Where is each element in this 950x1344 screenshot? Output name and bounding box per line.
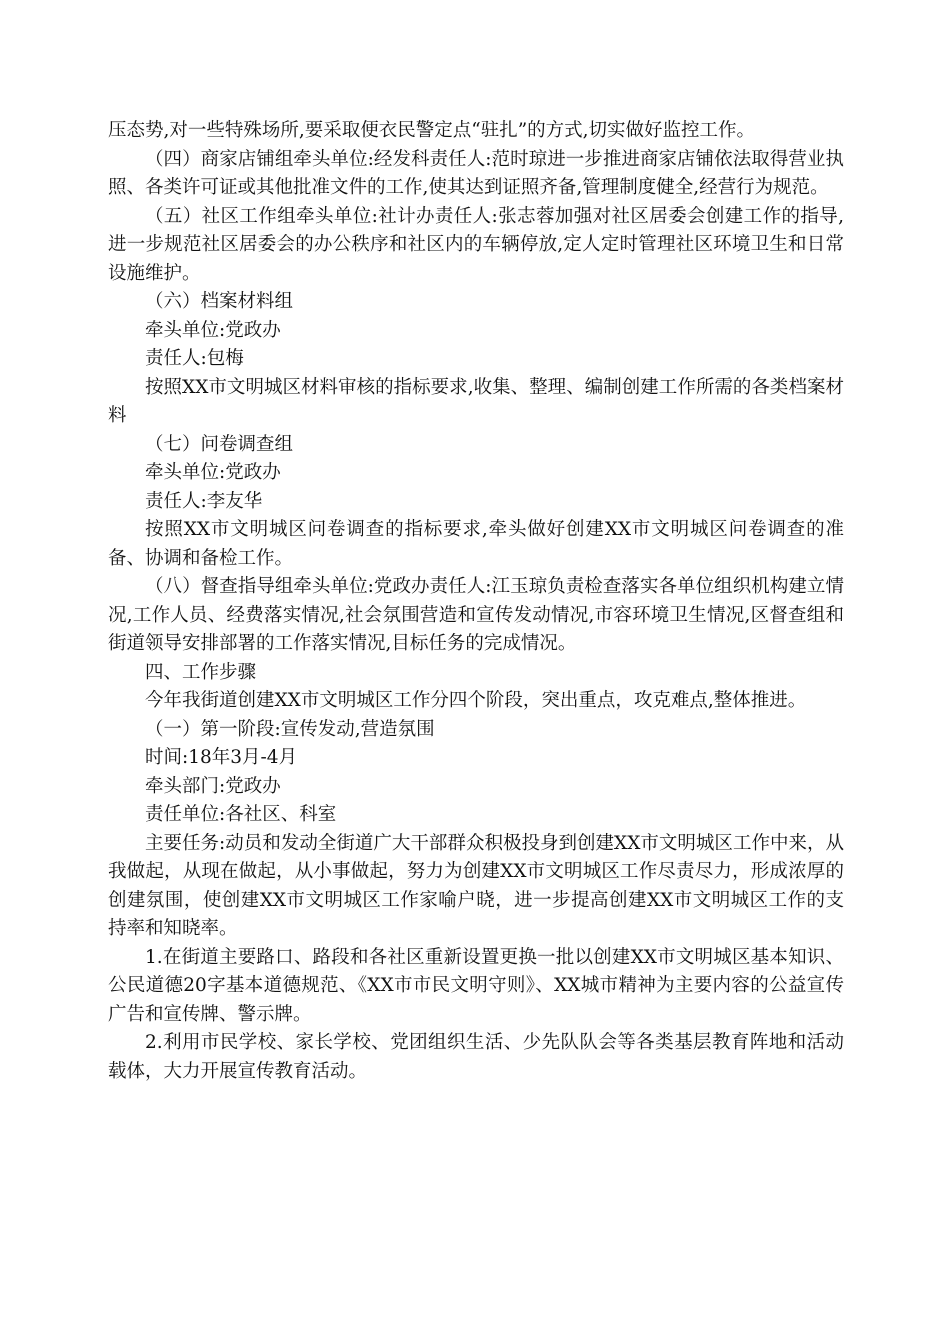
section-heading-steps: 四、工作步骤 (145, 661, 257, 683)
paragraph-6: 责任人:包梅 (145, 348, 244, 369)
paragraph-18: 责任单位:各社区、科室 (145, 804, 337, 825)
paragraph-14: 今年我街道创建XX市文明城区工作分四个阶段，突出重点，攻克难点,整体推进。 (145, 690, 807, 711)
paragraph-17: 牵头部门:党政办 (145, 775, 281, 797)
paragraph-7: 按照XX市文明城区材料审核的指标要求,收集、整理、编制创建工作所需的各类档案材料 (108, 376, 844, 426)
section-heading-archives: （六）档案材料组 (145, 291, 294, 312)
paragraph-11: 按照XX市文明城区问卷调查的指标要求,牵头做好创建XX市文明城区问卷调查的准备、协调和备检工作。 (108, 519, 844, 569)
paragraph-5: 牵头单位:党政办 (145, 319, 281, 341)
paragraph-3: （五）社区工作组牵头单位:社计办责任人:张志蓉加强对社区居委会创建工作的指导,进一步规范社区居委会的办公秩序和社区内的车辆停放,定人定时管理社区环境卫生和日常设施维护。 (108, 205, 844, 284)
paragraph-10: 责任人:李友华 (145, 490, 263, 512)
section-heading-phase-one: （一）第一阶段:宣传发动,营造氛围 (145, 718, 435, 740)
paragraph-20: 1.在街道主要路口、路段和各社区重新设置更换一批以创建XX市文明城区基本知识、公民道德20字基本道德规范、《XX市市民文明守则》、XX城市精神为主要内容的公益宣传广告和宣传牌、警示牌。 (108, 946, 844, 1025)
paragraph-1: 压态势,对一些特殊场所,要采取便衣民警定点“驻扎”的方式,切实做好监控工作。 (108, 120, 756, 141)
paragraph-2: （四）商家店铺组牵头单位:经发科责任人:范时琼进一步推进商家店铺依法取得营业执照、各类许可证或其他批准文件的工作,使其达到证照齐备,管理制度健全,经营行为规范。 (108, 148, 844, 198)
paragraph-21: 2.利用市民学校、家长学校、党团组织生活、少先队队会等各类基层教育阵地和活动载体，大力开展宣传教育活动。 (108, 1032, 844, 1082)
document-page (108, 117, 844, 1086)
section-heading-survey: （七）问卷调查组 (145, 433, 294, 455)
paragraph-19: 主要任务:动员和发动全街道广大干部群众积极投身到创建XX市文明城区工作中来，从我做起，从现在做起，从小事做起，努力为创建XX市文明城区工作尽责尽力，形成浓厚的创建氛围，使创建XX市文明城区工作家喻户晓，进一步提高创建XX市文明城区工作的支持率和知晓率。 (108, 832, 844, 939)
paragraph-12: （八）督查指导组牵头单位:党政办责任人:江玉琼负责检查落实各单位组织机构建立情况,工作人员、经费落实情况,社会氛围营造和宣传发动情况,市容环境卫生情况,区督查组和街道领导安排部署的工作落实情况,目标任务的完成情况。 (108, 576, 844, 654)
paragraph-9: 牵头单位:党政办 (145, 462, 281, 483)
paragraph-16: 时间:18年3月-4月 (145, 747, 298, 768)
